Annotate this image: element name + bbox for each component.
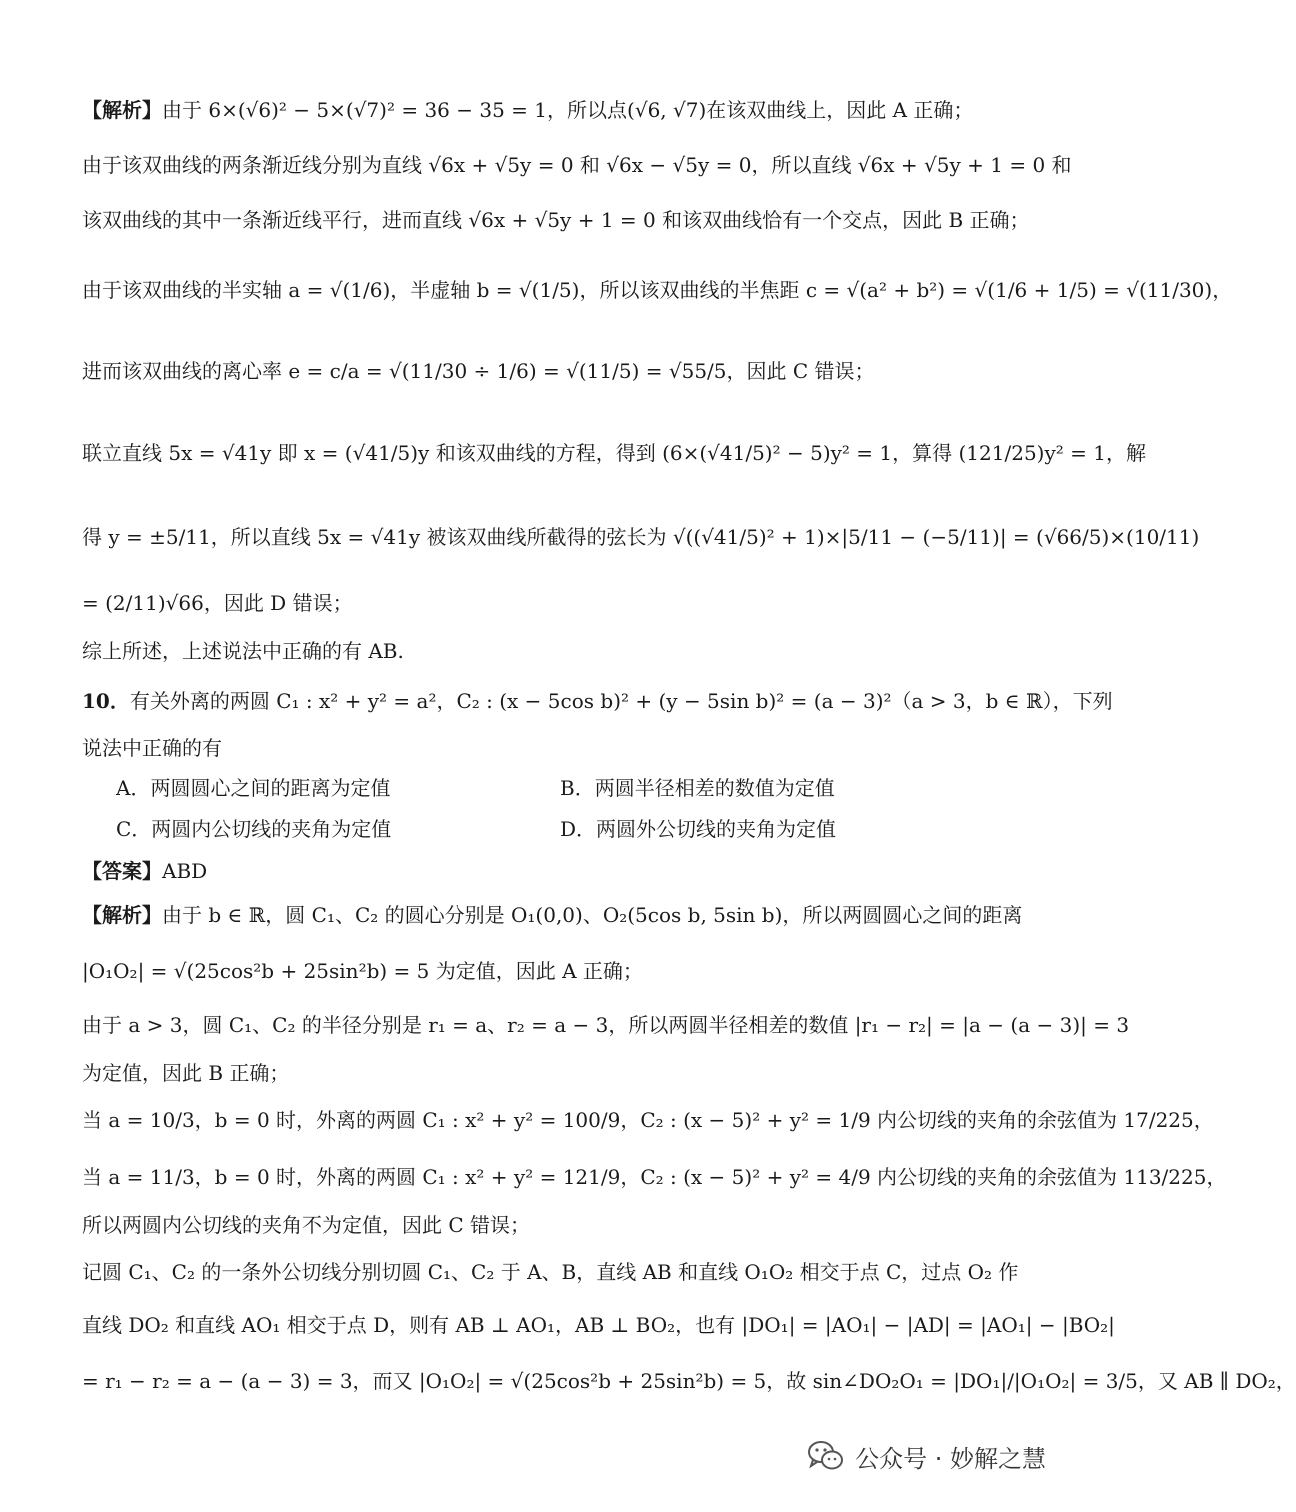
wechat-icon <box>807 1439 845 1473</box>
analysis-line: 为定值，因此 B 正确； <box>82 1061 290 1085</box>
section-label: 【解析】 <box>82 903 162 927</box>
option-b: B．两圆半径相差的数值为定值 <box>560 776 835 800</box>
answer-line <box>82 858 1002 884</box>
analysis-line: |O₁O₂| = √(25cos²b + 25sin²b) = 5 为定值，因此 A 正确； <box>82 959 643 983</box>
text-line: 进而该双曲线的离心率 e = c/a = √(11/30 ÷ 1/6) = √(11/5) = √55/5，因此 C 错误； <box>82 359 875 383</box>
watermark-text: 公众号 · 妙解之慧 <box>855 1444 1046 1473</box>
text-line: 由于该双曲线的两条渐近线分别为直线 √6x + √5y = 0 和 √6x − √5y = 0，所以直线 √6x + √5y + 1 = 0 和 <box>82 153 1072 177</box>
text-line: 综上所述，上述说法中正确的有 AB. <box>82 639 404 663</box>
analysis-line: 所以两圆内公切线的夹角不为定值，因此 C 错误； <box>82 1213 531 1237</box>
answer-label: 【答案】 <box>82 859 162 883</box>
analysis-line: = r₁ − r₂ = a − (a − 3) = 3，而又 |O₁O₂| = √(25cos²b + 25sin²b) = 5，故 sin∠DO₂O₁ = |DO₁|/|O₁O₂| = 3/5，又 AB ∥ DO₂， <box>82 1369 1296 1393</box>
analysis-line: 当 a = 11/3，b = 0 时，外离的两圆 C₁ : x² + y² = 121/9，C₂ : (x − 5)² + y² = 4/9 内公切线的夹角的余弦值为 113/225， <box>82 1165 1227 1189</box>
analysis-line: 当 a = 10/3，b = 0 时，外离的两圆 C₁ : x² + y² = 100/9，C₂ : (x − 5)² + y² = 1/9 内公切线的夹角的余弦值为 17/225， <box>82 1108 1214 1132</box>
analysis-line: 【解析】由于 b ∈ ℝ，圆 C₁、C₂ 的圆心分别是 O₁(0,0)、O₂(5cos b, 5sin b)，所以两圆圆心之间的距离 <box>82 903 1023 927</box>
watermark <box>807 1436 1046 1476</box>
section-label: 【解析】 <box>82 98 162 122</box>
analysis-line: 记圆 C₁、C₂ 的一条外公切线分别切圆 C₁、C₂ 于 A、B，直线 AB 和直线 O₁O₂ 相交于点 C，过点 O₂ 作 <box>82 1260 1019 1284</box>
text-line: 【解析】由于 6×(√6)² − 5×(√7)² = 36 − 35 = 1，所以点(√6, √7)在该双曲线上，因此 A 正确； <box>82 98 974 122</box>
analysis-line: 由于 a > 3，圆 C₁、C₂ 的半径分别是 r₁ = a、r₂ = a − 3，所以两圆半径相差的数值 |r₁ − r₂| = |a − (a − 3)| = 3 <box>82 1013 1130 1037</box>
text-line: 联立直线 5x = √41y 即 x = (√41/5)y 和该双曲线的方程，得到 (6×(√41/5)² − 5)y² = 1，算得 (121/25)y² = 1，解 <box>82 441 1146 465</box>
text-line: 由于该双曲线的半实轴 a = √(1/6)，半虚轴 b = √(1/5)，所以该双曲线的半焦距 c = √(a² + b²) = √(1/6 + 1/5) = √(11/30)， <box>82 278 1233 302</box>
text-line: 得 y = ±5/11，所以直线 5x = √41y 被该双曲线所截得的弦长为 √((√41/5)² + 1)×|5/11 − (−5/11)| = (√66/5)×(10/11) <box>82 525 1200 549</box>
text-line: 该双曲线的其中一条渐近线平行，进而直线 √6x + √5y + 1 = 0 和该双曲线恰有一个交点，因此 B 正确； <box>82 208 1030 232</box>
text-line: = (2/11)√66，因此 D 错误； <box>82 591 353 615</box>
option-d: D．两圆外公切线的夹角为定值 <box>560 817 837 841</box>
answer-value: ABD <box>162 859 208 883</box>
option-c: C．两圆内公切线的夹角为定值 <box>116 817 392 841</box>
text-line: 说法中正确的有 <box>82 736 222 760</box>
question-line: 10．有关外离的两圆 C₁ : x² + y² = a²，C₂ : (x − 5cos b)² + (y − 5sin b)² = (a − 3)²（a > 3，b ∈ ℝ），下列 <box>82 689 1113 713</box>
analysis-line: 直线 DO₂ 和直线 AO₁ 相交于点 D，则有 AB ⊥ AO₁，AB ⊥ BO₂，也有 |DO₁| = |AO₁| − |AD| = |AO₁| − |BO₂| <box>82 1313 1115 1337</box>
option-a: A．两圆圆心之间的距离为定值 <box>116 776 391 800</box>
question-number: 10． <box>82 689 130 713</box>
